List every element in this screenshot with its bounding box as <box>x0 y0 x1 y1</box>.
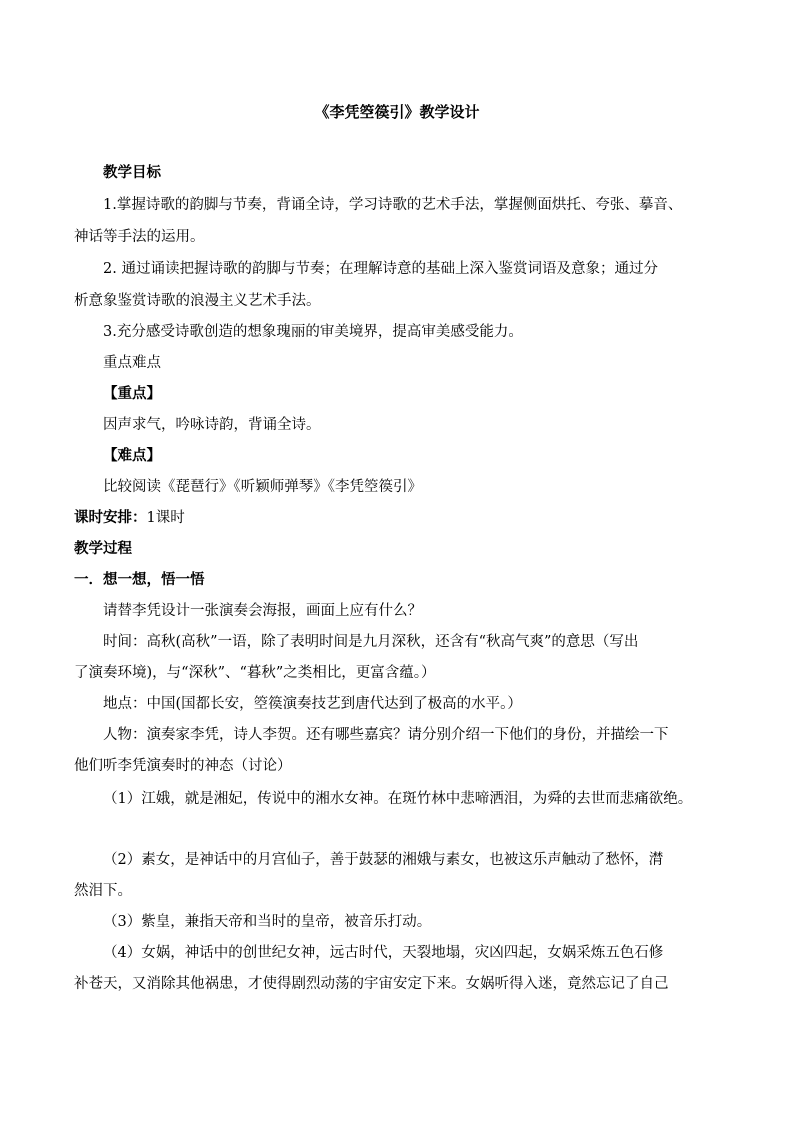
time-line-2: 了演奏环境)，与“深秋”、“暮秋”之类相比，更富含蕴。） <box>74 665 436 681</box>
objective-1-line-2: 神话等手法的运用。 <box>74 229 205 245</box>
page-title: 《李凭箜篌引》教学设计 <box>314 103 480 121</box>
objective-1-line-1: 1.掌握诗歌的韵脚与节奏，背诵全诗，学习诗歌的艺术手法，掌握侧面烘托、夸张、摹音、 <box>103 197 683 213</box>
poster-prompt: 请替李凭设计一张演奏会海报，画面上应有什么？ <box>103 603 422 619</box>
objective-2-line-1: 2. 通过诵读把握诗歌的韵脚与节奏；在理解诗意的基础上深入鉴赏词语及意象；通过分 <box>103 261 658 277</box>
people-line-1: 人物：演奏家李凭，诗人李贺。还有哪些嘉宾？请分别介绍一下他们的身份，并描绘一下 <box>103 727 669 743</box>
note-1: （1）江娥，就是湘妃，传说中的湘水女神。在斑竹林中悲啼洒泪，为舜的去世而悲痛欲绝。 <box>103 791 693 807</box>
difficulty-label: 【难点】 <box>103 447 161 464</box>
section-1-title: 一．想一想，悟一悟 <box>74 571 205 588</box>
objectives-heading: 教学目标 <box>103 164 161 181</box>
place-line: 地点：中国(国都长安，箜篌演奏技艺到唐代达到了极高的水平。） <box>103 696 522 712</box>
objective-3: 3.充分感受诗歌创造的想象瑰丽的审美境界，提高审美感受能力。 <box>103 324 523 340</box>
difficulty-text: 比较阅读《琵琶行》《听颖师弹琴》《李凭箜篌引》 <box>103 479 422 495</box>
focus-heading: 重点难点 <box>103 355 161 371</box>
time-line-1: 时间：高秋(高秋”一语，除了表明时间是九月深秋，还含有“秋高气爽”的意思（写出 <box>103 634 639 650</box>
key-point-text: 因声求气，吟咏诗韵，背诵全诗。 <box>103 417 321 433</box>
objective-2-line-2: 析意象鉴赏诗歌的浪漫主义艺术手法。 <box>74 293 321 309</box>
schedule <box>74 508 185 528</box>
note-3: （3）紫皇，兼指天帝和当时的皇帝，被音乐打动。 <box>103 914 432 930</box>
people-line-2: 他们听李凭演奏时的神态（讨论） <box>74 758 292 774</box>
schedule-value: 1课时 <box>146 510 185 526</box>
note-2-line-1: （2）素女，是神话中的月宫仙子，善于鼓瑟的湘娥与素女，也被这乐声触动了愁怀，潸 <box>103 852 664 868</box>
process-heading: 教学过程 <box>74 540 132 557</box>
key-point-label: 【重点】 <box>103 385 161 402</box>
note-4-line-1: （4）女娲，神话中的创世纪女神，远古时代，天裂地塌，灾凶四起，女娲采炼五色石修 <box>103 945 664 961</box>
note-4-line-2: 补苍天，又消除其他祸患，才使得剧烈动荡的宇宙安定下来。女娲听得入迷，竟然忘记了自己 <box>74 976 669 992</box>
schedule-label: 课时安排： <box>74 509 147 526</box>
note-2-line-2: 然泪下。 <box>74 883 132 899</box>
